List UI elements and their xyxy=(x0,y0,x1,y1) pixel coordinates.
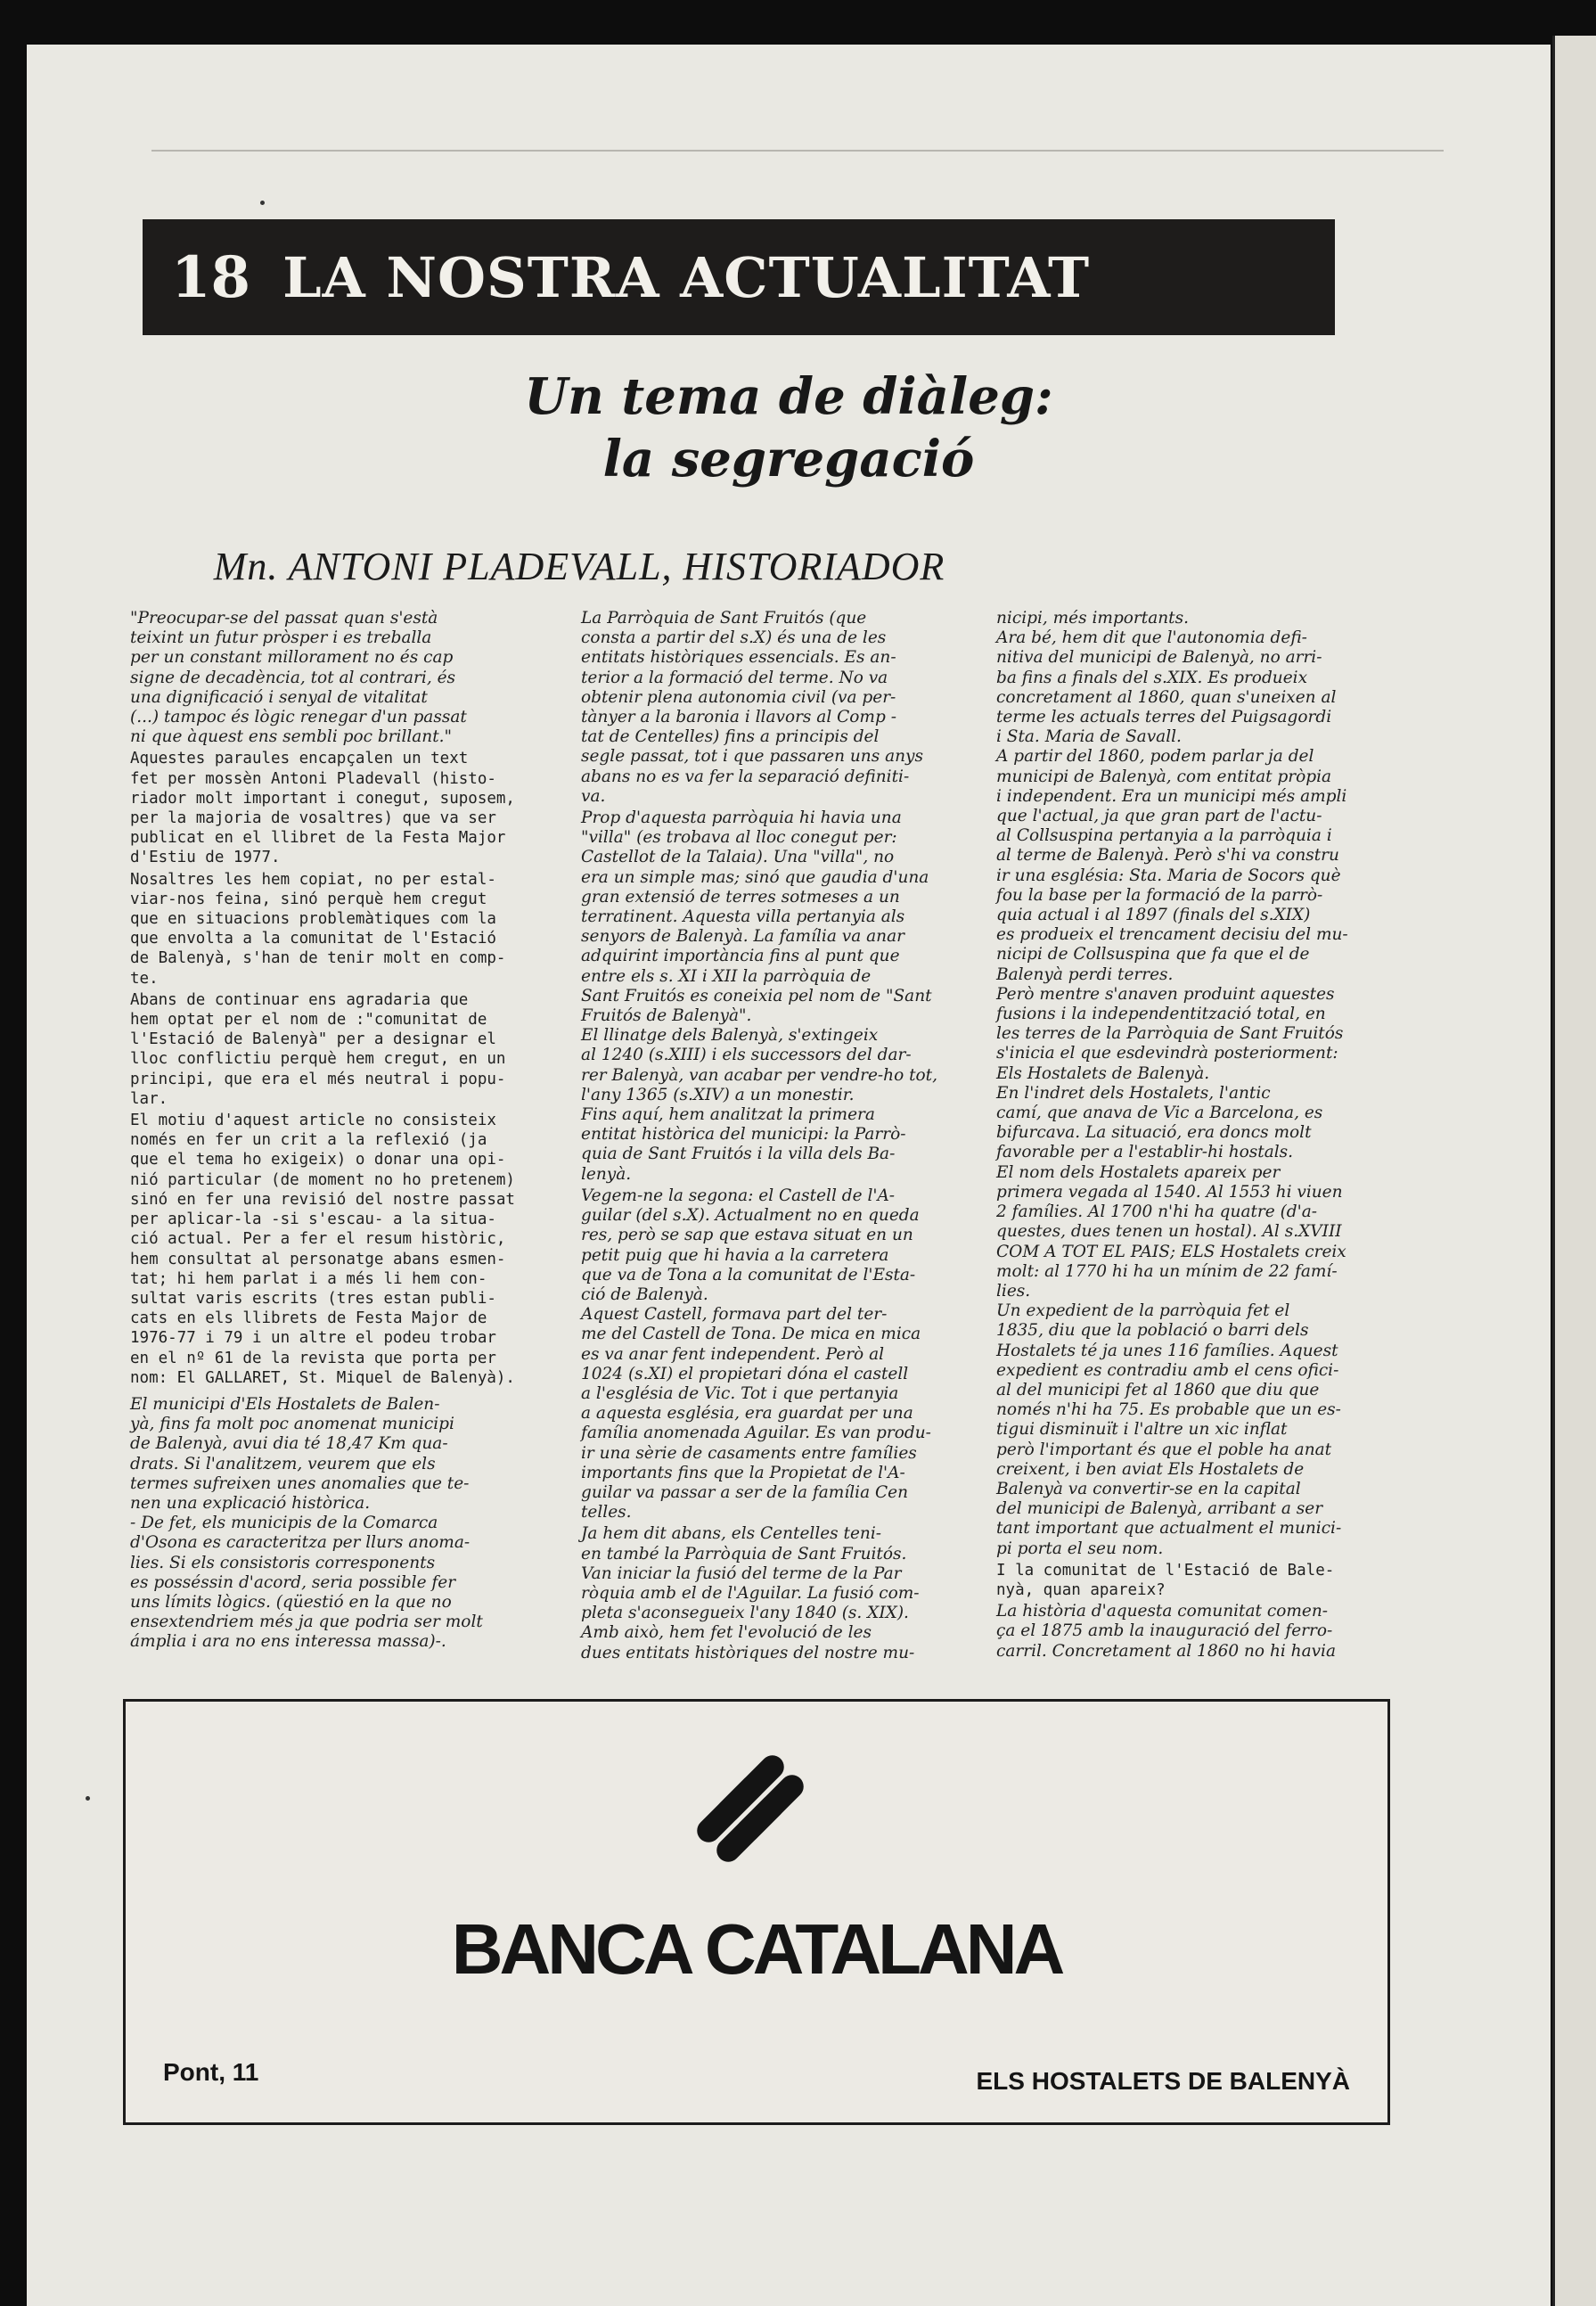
print-speck xyxy=(260,201,265,205)
adjacent-page-edge xyxy=(1552,36,1596,2306)
banca-catalana-stripes-icon xyxy=(687,1753,821,1878)
article-byline: Mn. ANTONI PLADEVALL, HISTORIADOR xyxy=(213,545,945,588)
bank-location: ELS HOSTALETS DE BALENYÀ xyxy=(976,2067,1350,2095)
paragraph: Prop d'aquesta parròquia hi havia una "villa" (es trobava al lloc conegut per: Castellot de la Talaia). Una "villa", no era un simple mas; sinó que gaudia d'una gran extensió de terres sotmeses a un terratinent. Aquesta villa pertanyia als senyors de Balenyà. La família va anar adquirint importància fins al punt que entre els s. XI i XII la parròquia de Sant Fruitós es coneixia pel nom de "Sant Fruitós de Balenyà". El llinatge dels Balenyà, s'extingeix al 1240 (s.XIII) i els successors del dar- rer Balenyà, van acabar per vendre-ho tot, l'any 1365 (s.XIV) a un monestir. Fins aquí, hem analitzat la primera entitat històrica del municipi: la Parrò- quia de Sant Fruitós i la villa dels Ba- lenyà. xyxy=(581,808,937,1184)
paragraph: Vegem-ne la segona: el Castell de l'A- guilar (del s.X). Actualment no en queda res, però se sap que estava situat en un petit puig que hi havia a la carretera que va de Tona a la comunitat de l'Esta- ció de Balenyà. Aquest Castell, formava part del ter- me del Castell de Tona. De mica en mica es va anar fent independent. Però al 1024 (s.XI) el propietari dóna el castell a l'església de Vic. Tot i que pertanyia a aquesta església, era guardat per una família anomenada Aguilar. Es van produ- ir una sèrie de casaments entre famílies importants fins que la Propietat de l'A- guilar va passar a ser de la família Cen telles. xyxy=(581,1186,931,1522)
section-title: LA NOSTRA ACTUALITAT xyxy=(282,244,1091,310)
page-number: 18 xyxy=(171,243,251,311)
article-headline xyxy=(267,365,1310,490)
bank-address: Pont, 11 xyxy=(163,2058,259,2086)
section-banner xyxy=(143,219,1335,335)
paragraph: El municipi d'Els Hostalets de Balen- yà, fins fa molt poc anomenat municipi de Balenyà, avui dia té 18,47 Km qua- drats. Si l'analitzem, veurem que els termes sufreixen unes anomalies que te- nen una explicació històrica. - De fet, els municipis de la Comarca d'Osona es caracteritza per llurs anoma- lies. Si els consistoris corresponents es posséssin d'acord, seria possible fer uns límits lògics. (qüestió en la que no ensextendriem més ja que podria ser molt ámplia i ara no ens interessa massa)-. xyxy=(130,1394,483,1652)
article-column-2 xyxy=(581,609,973,1665)
paragraph: La història d'aquesta comunitat comen- ça el 1875 amb la inauguració del ferro- carril. Concretament al 1860 no hi havia xyxy=(996,1602,1336,1661)
top-rule xyxy=(151,150,1444,152)
bank-name: BANCA CATALANA xyxy=(451,1909,1062,1989)
paragraph: Ja hem dit abans, els Centelles teni- en també la Parròquia de Sant Fruitós. Van iniciar la fusió del terme de la Par ròquia amb el de l'Aguilar. La fusió com- pleta s'aconsegueix l'any 1840 (s. XIX). Amb això, hem fet l'evolució de les dues entitats històriques del nostre mu- xyxy=(581,1524,920,1662)
article-column-1 xyxy=(130,609,527,1654)
paragraph: nicipi, més importants. Ara bé, hem dit que l'autonomia defi- nitiva del municipi de Balenyà, no arri- ba fins a finals del s.XIX. Es produeix concretament al 1860, quan s'uneixen al terme les actuals terres del Puigsagordi i Sta. Maria de Savall. A partir del 1860, podem parlar ja del municipi de Balenyà, com entitat pròpia i independent. Era un municipi més ampli que l'actual, ja que gran part de l'actu- al Collsuspina pertanyia a la parròquia i al terme de Balenyà. Però s'hi va constru ir una església: Sta. Maria de Socors què fou la base per la formació de la parrò- quia actual i al 1897 (finals del s.XIX) es produeix el trencament decisiu del mu- nicipi de Collsuspina que fa que el de Balenyà perdi terres. Però mentre s'anaven produint aquestes fusions i la independentització total, en les terres de la Parròquia de Sant Fruitós s'inicia el que esdevindrà posteriorment: Els Hostalets de Balenyà. En l'indret dels Hostalets, l'antic camí, que anava de Vic a Barcelona, es bifurcava. La situació, era doncs molt favorable per a l'establir-hi hostals. El nom dels Hostalets apareix per primera vegada al 1540. Al 1553 hi viuen 2 famílies. Al 1700 n'hi ha quatre (d'a- questes, dues tenen un hostal). Al s.XVIII COM A TOT EL PAIS; ELS Hostalets creix molt: al 1770 hi ha un mínim de 22 famí- lies. Un expedient de la parròquia fet el 1835, diu que la població o barri dels Hostalets té ja unes 116 famílies. Aquest expedient es contradiu amb el cens ofici- al del municipi fet al 1860 que diu que només n'hi ha 75. Es probable que un es- tigui disminuït i l'altre un xic inflat però l'important és que el poble ha anat creixent, i ben aviat Els Hostalets de Balenyà va convertir-se en la capital del municipi de Balenyà, arribant a ser tant important que actualment el munici- pi porta el seu nom. xyxy=(996,609,1348,1558)
paragraph: El motiu d'aquest article no consisteix només en fer un crit a la reflexió (ja que el tema ho exigeix) o donar una opi- nió particular (de moment no ho pretenem) sinó en fer una revisió del nostre passat per aplicar-la -si s'escau- a la situa- ció actual. Per a fer el resum històric, hem consultat al personatge abans esmen- tat; hi hem parlat i a més li hem con- sultat varis escrits (tres estan publi- cats en els llibrets de Festa Major de 1976-77 i 79 i un altre el podeu trobar en el nº 61 de la revista que porta per nom: El GALLARET, St. Miquel de Balenyà). xyxy=(130,1112,515,1387)
paragraph: Nosaltres les hem copiat, no per estal- viar-nos feina, sinó perquè hem cregut que en situacions problemàtiques com la que envolta a la comunitat de l'Estació de Balenyà, s'han de tenir molt en comp- te. xyxy=(130,870,506,988)
paragraph: Aquestes paraules encapçalen un text fet per mossèn Antoni Pladevall (histo- riador molt important i conegut, suposem, per la majoria de vosaltres) que va ser publicat en el llibret de la Festa Major d'Estiu de 1977. xyxy=(130,750,515,867)
paragraph: I la comunitat de l'Estació de Bale- nyà, quan apareix? xyxy=(996,1561,1335,1599)
article-column-3 xyxy=(996,609,1420,1663)
headline-line-1: Un tema de diàleg: xyxy=(524,367,1053,426)
paragraph: Abans de continuar ens agradaria que hem optat per el nom de :"comunitat de l'Estació de Balenyà" per a designar el lloc conflictiu perquè hem cregut, en un principi, que era el més neutral i popu- lar. xyxy=(130,990,506,1108)
bank-advertisement xyxy=(123,1699,1390,2125)
print-speck xyxy=(86,1796,90,1801)
paragraph: La Parròquia de Sant Fruitós (que consta a partir del s.X) és una de les entitats històriques essencials. Es an- terior a la formació del terme. No va obtenir plena autonomia civil (va per- tànyer a la baronia i llavors al Comp - tat de Centelles) fins a principis del segle passat, tot i que passaren uns anys abans no es va fer la separació definiti- va. xyxy=(581,609,923,806)
headline-line-2: la segregació xyxy=(602,430,975,488)
paragraph: "Preocupar-se del passat quan s'està teixint un futur pròsper i es treballa per un constant millorament no és cap signe de decadència, tot al contrari, és una dignificació i senyal de vitalitat (...) tampoc és lògic renegar d'un passat ni que àquest ens sembli poc brillant." xyxy=(130,609,467,747)
